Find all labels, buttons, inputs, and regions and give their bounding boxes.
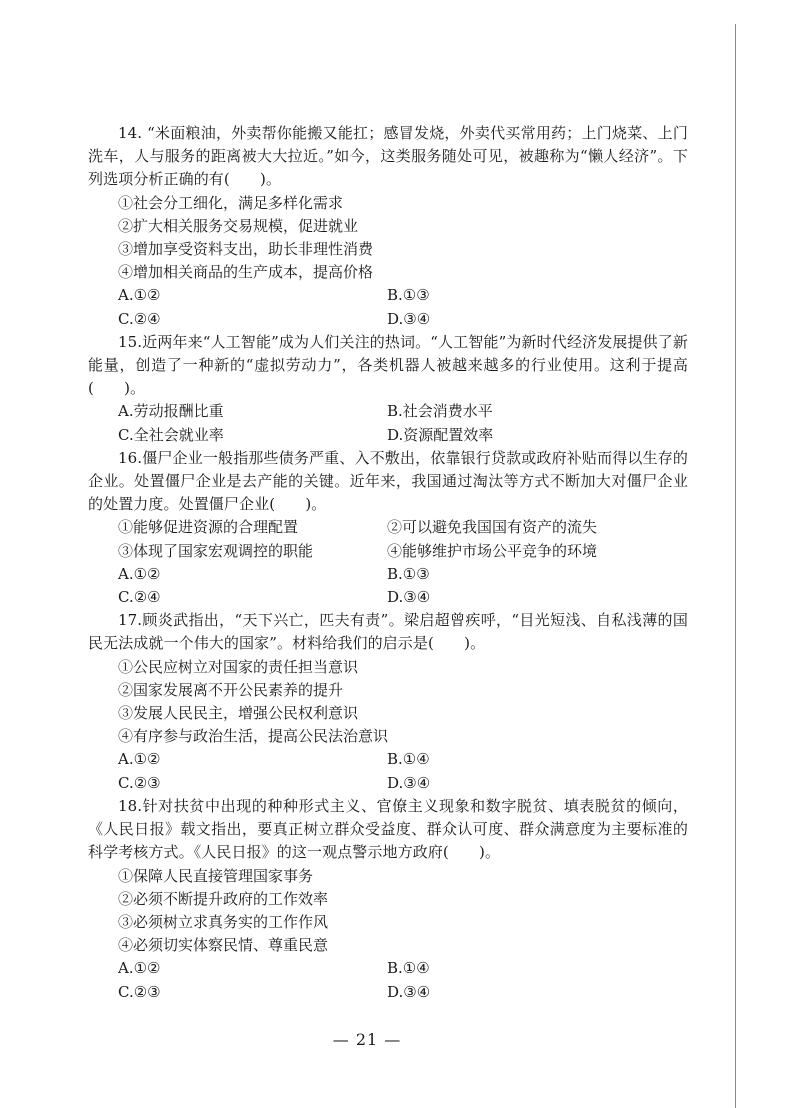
statement-grid: [118, 516, 688, 562]
statement: ③发展人民民主，增强公民权利意识: [118, 704, 359, 723]
statement: ③必须树立求真务实的工作作风: [118, 912, 329, 931]
option-d: D.资源配置效率: [387, 425, 494, 444]
option-a: A.①②: [118, 286, 161, 305]
question-15: [88, 331, 688, 447]
page-number: — 21 —: [332, 1030, 402, 1049]
option-d: D.③④: [387, 773, 431, 792]
statement: ①公民应树立对国家的责任担当意识: [118, 657, 359, 676]
statement: ②国家发展离不开公民素养的提升: [118, 680, 344, 699]
answer-options: [118, 400, 688, 446]
option-b: B.①③: [387, 286, 430, 305]
statement: ④增加相关商品的生产成本，提高价格: [118, 263, 374, 282]
statement: ④能够维护市场公平竞争的环境: [387, 541, 598, 560]
statement: ③体现了国家宏观调控的职能: [118, 541, 314, 560]
option-b: B.社会消费水平: [387, 402, 493, 421]
statement: ④有序参与政治生活，提高公民法治意识: [118, 727, 389, 746]
question-stem: 15.近两年来“人工智能”成为人们关注的热词。“人工智能”为新时代经济发展提供了新能量，创造了一种新的“虚拟劳动力”，各类机器人被越来越多的行业使用。这利于提高( )。: [88, 332, 688, 398]
option-c: C.②③: [118, 982, 161, 1001]
option-c: C.全社会就业率: [118, 425, 224, 444]
question-stem: 14. “米面粮油，外卖帮你能搬又能扛；感冒发烧，外卖代买常用药；上门烧菜、上门洗车，人与服务的距离被大大拉近。”如今，这类服务随处可见，被趣称为“懒人经济”。下列选项分析正确的有( )。: [88, 124, 688, 189]
option-a: A.①②: [118, 564, 161, 583]
option-a: A.劳动报酬比重: [118, 402, 224, 421]
option-d: D.③④: [387, 982, 431, 1001]
statement: ①保障人民直接管理国家事务: [118, 866, 314, 885]
option-a: A.①②: [118, 959, 161, 978]
answer-options: [118, 957, 688, 1003]
answer-options: [118, 563, 688, 609]
statement: ②可以避免我国国有资产的流失: [387, 518, 598, 537]
option-b: B.①④: [387, 959, 430, 978]
question-stem: 17.顾炎武指出，“天下兴亡，匹夫有责”。梁启超曾疾呼，“目光短浅、自私浅薄的国民无法成就一个伟大的国家”。材料给我们的启示是( )。: [88, 611, 688, 653]
question-14: [88, 122, 688, 331]
option-d: D.③④: [387, 588, 431, 607]
option-c: C.②④: [118, 309, 161, 328]
question-17: [88, 609, 688, 795]
option-a: A.①②: [118, 750, 161, 769]
question-list: [88, 122, 688, 1004]
statement: ②必须不断提升政府的工作效率: [118, 889, 329, 908]
answer-options: [118, 284, 688, 330]
answer-options: [118, 748, 688, 794]
statement: ②扩大相关服务交易规模，促进就业: [118, 216, 359, 235]
question-18: [88, 795, 688, 1004]
statement: ③增加享受资料支出，助长非理性消费: [118, 240, 374, 259]
statement: ①社会分工细化，满足多样化需求: [118, 193, 344, 212]
option-b: B.①④: [387, 750, 430, 769]
page-edge-rule: [735, 24, 736, 1108]
statement: ④必须切实体察民情、尊重民意: [118, 936, 329, 955]
option-c: C.②③: [118, 773, 161, 792]
option-c: C.②④: [118, 588, 161, 607]
statement: ①能够促进资源的合理配置: [118, 518, 299, 537]
question-stem: 18.针对扶贫中出现的种种形式主义、官僚主义现象和数字脱贫、填表脱贫的倾向，《人民日报》载文指出，要真正树立群众受益度、群众认可度、群众满意度为主要标准的科学考核方式。《人民日报》的这一观点警示地方政府( )。: [88, 796, 688, 862]
option-b: B.①③: [387, 564, 430, 583]
question-stem: 16.僵尸企业一般指那些债务严重、入不敷出，依靠银行贷款或政府补贴而得以生存的企业。处置僵尸企业是去产能的关键。近年来，我国通过淘汰等方式不断加大对僵尸企业的处置力度。处置僵尸企业( )。: [88, 448, 688, 514]
option-d: D.③④: [387, 309, 431, 328]
question-16: [88, 447, 688, 609]
